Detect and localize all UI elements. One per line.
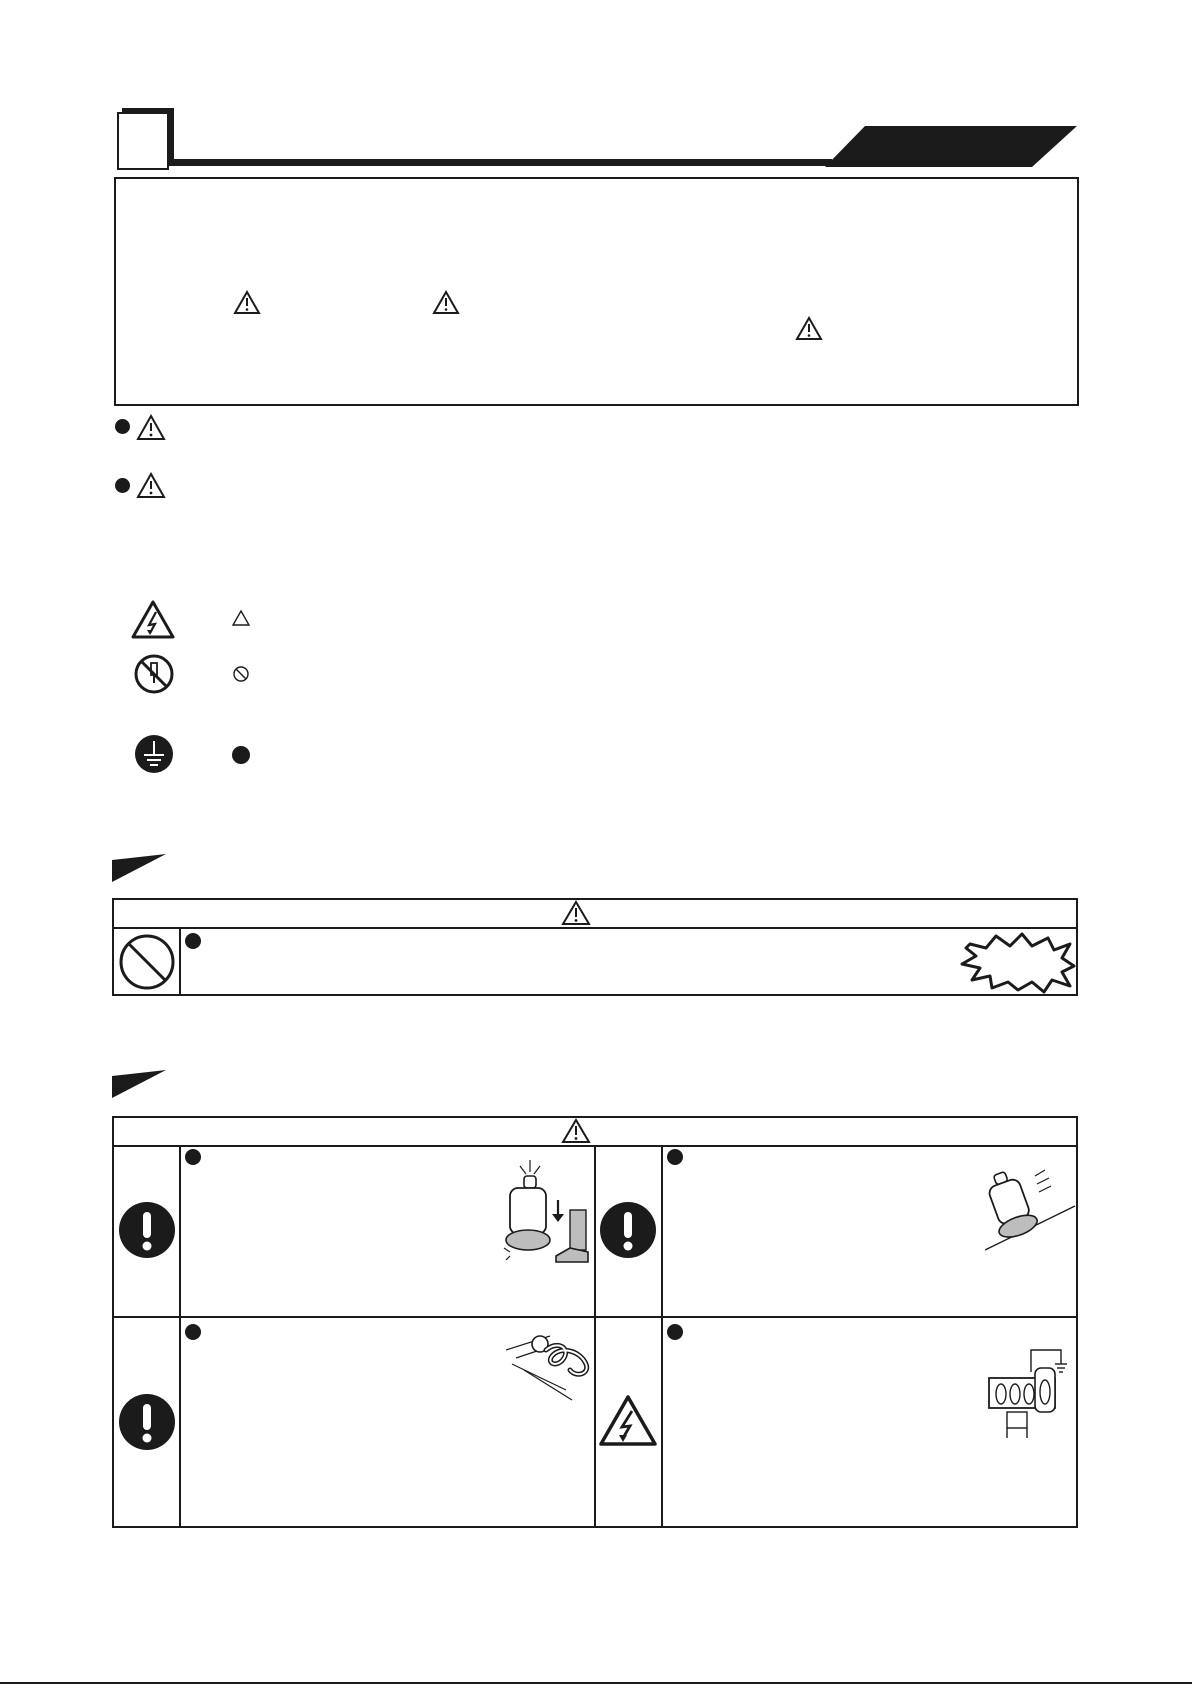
section-marker [112,854,166,882]
header-tab [825,126,1077,167]
detector-step-illustration [500,1160,592,1270]
warning-triangle-icon [561,900,591,926]
section-marker [112,1070,166,1098]
tilted-detector-illustration [985,1166,1077,1254]
warning-triangle-icon [432,290,460,315]
small-triangle-symbol [231,609,251,627]
section-1-table [112,898,1078,996]
small-prohibition-symbol [232,665,250,683]
explosion-illustration [958,930,1076,994]
prohibition-icon [118,933,176,991]
bullet-dot [185,1149,201,1165]
warning-triangle-icon [561,1118,591,1144]
warning-triangle-icon [233,290,261,315]
bullet-dot [185,1324,201,1340]
warning-triangle-icon [136,414,166,441]
section-2-icon-divider-right [661,1145,663,1528]
section-1-header-divider [112,927,1078,929]
header-rule [172,159,832,166]
section-2-column-divider [594,1145,596,1528]
bullet-dot [667,1324,683,1340]
page-bottom-rule [0,1682,1192,1684]
bullet-dot [185,933,201,949]
section-2-icon-divider-left [179,1145,181,1528]
bullet-dot [667,1149,683,1165]
bullet-dot [115,419,130,434]
mandatory-action-icon [118,1201,176,1259]
no-disassembly-icon [133,653,175,695]
bullet-dot [115,478,130,493]
electric-shock-icon [597,1393,659,1448]
mandatory-action-icon [599,1201,657,1259]
section-1-icon-divider [179,927,181,996]
warning-triangle-icon [136,472,166,499]
cable-illustration [506,1330,594,1402]
outlet-illustration [985,1346,1071,1438]
mandatory-action-icon [118,1393,176,1451]
warning-triangle-icon [795,316,823,341]
ground-icon [133,733,175,775]
small-filled-circle-symbol [232,746,250,764]
electric-shock-icon [130,599,176,640]
section-number-box [117,112,169,170]
